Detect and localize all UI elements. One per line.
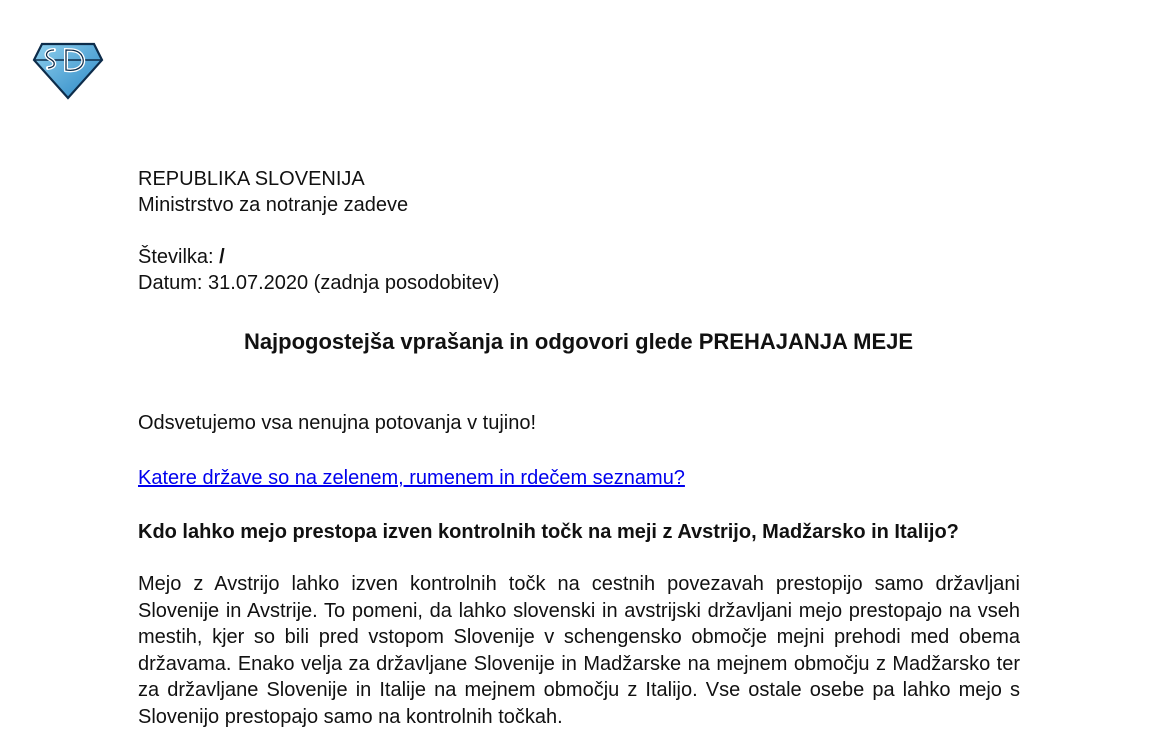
country-lists-link[interactable]: Katere države so na zelenem, rumenem in rdečem seznamu?: [138, 467, 685, 489]
document-meta: [138, 244, 499, 296]
page-title: Najpogostejša vprašanja in odgovori glede PREHAJANJA MEJE: [243, 329, 914, 354]
republic-name: REPUBLIKA SLOVENIJA: [138, 168, 365, 190]
document-date: Datum: 31.07.2020 (zadnja posodobitev): [138, 272, 500, 294]
travel-advisory: Odsvetujemo vsa nenujna potovanja v tujino!: [138, 412, 537, 434]
logo: [32, 40, 104, 100]
faq-question: Kdo lahko mejo prestopa izven kontrolnih točk na meji z Avstrijo, Madžarsko in Italijo?: [138, 521, 959, 543]
logo-emblem: [32, 40, 104, 100]
document-number: [138, 244, 499, 270]
faq-answer: Mejo z Avstrijo lahko izven kontrolnih točk na cestnih povezavah prestopijo samo državljani Slovenije in Avstrije. To pomeni, da lahko slovenski in avstrijski državljani mejo prestopajo na vseh mestih, kjer so bili pred vstopom Slovenije v schengensko območje mejni prehodi med obema državama. Enako velja za državljane Slovenije in Madžarske na mejnem območju z Madžarsko ter za državljane Slovenije in Italije na mejnem območju z Italijo. Vse ostale osebe pa lahko mejo s Slovenijo prestopajo samo na kontrolnih točkah.: [138, 573, 1020, 728]
number-value: /: [219, 246, 225, 268]
number-label: Številka:: [138, 246, 220, 268]
ministry-name: Ministrstvo za notranje zadeve: [138, 194, 409, 216]
document-header: [138, 166, 408, 218]
